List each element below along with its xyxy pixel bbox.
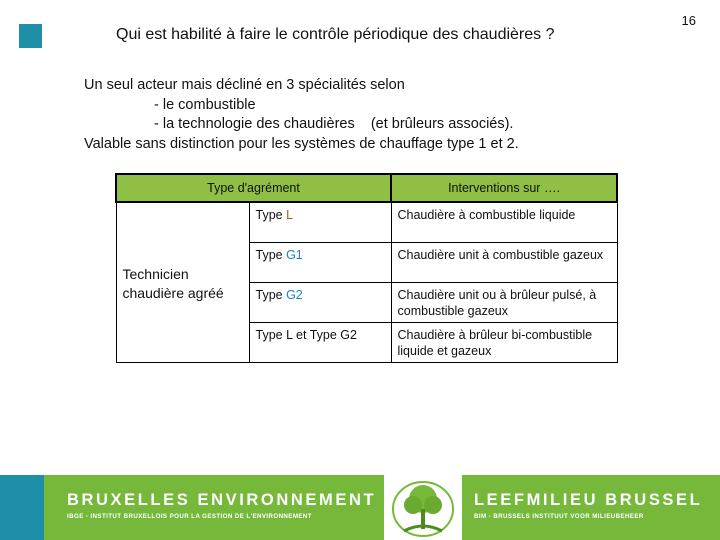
- agrement-table: [115, 173, 618, 363]
- type-keyword: L: [286, 208, 294, 222]
- type-keyword: G1: [286, 247, 303, 262]
- type-cell: [249, 202, 391, 242]
- intervention-cell: Chaudière unit ou à brûleur pulsé, à combustible gazeux: [391, 282, 617, 322]
- type-prefix: Type: [255, 208, 287, 222]
- intro-line-2: - le combustible: [154, 96, 256, 113]
- type-prefix: Type: [255, 287, 287, 302]
- brand-subtitle-nl: BIM - BRUSSELS INSTITUUT VOOR MILIEUBEHEER: [474, 513, 644, 520]
- intro-text: [84, 76, 519, 154]
- type-keyword: G2: [286, 287, 303, 302]
- intervention-cell: Chaudière à combustible liquide: [391, 202, 617, 242]
- intro-line-4: Valable sans distinction pour les systèmes de chauffage type 1 et 2.: [84, 135, 519, 152]
- page-number: 16: [681, 13, 696, 28]
- type-cell: Type L et Type G2: [249, 322, 391, 362]
- header-interventions: Interventions sur ….: [391, 174, 617, 202]
- header-type-agrement: Type d'agrément: [116, 174, 391, 202]
- intro-line-3: - la technologie des chaudières (et brûleurs associés).: [154, 116, 514, 132]
- technician-cell: Technicien chaudière agréé: [116, 202, 249, 362]
- table-row: [116, 202, 617, 242]
- footer-banner: [0, 475, 720, 540]
- intervention-cell: Chaudière à brûleur bi-combustible liquide et gazeux: [391, 322, 617, 362]
- intro-line-1: Un seul acteur mais décliné en 3 spécialités selon: [84, 77, 405, 93]
- corner-square-decoration: [19, 24, 42, 48]
- intervention-cell: Chaudière unit à combustible gazeux: [391, 242, 617, 282]
- type-cell: [249, 242, 391, 282]
- type-prefix: Type: [255, 247, 287, 262]
- slide-title: Qui est habilité à faire le contrôle périodique des chaudières ?: [116, 26, 555, 43]
- brand-name-nl: LEEFMILIEU BRUSSEL: [474, 491, 703, 509]
- tree-logo-icon: [384, 475, 462, 540]
- brand-name-fr: BRUXELLES ENVIRONNEMENT: [67, 491, 377, 509]
- footer-blue-block: [0, 475, 44, 540]
- type-cell: [249, 282, 391, 322]
- brand-subtitle-fr: IBGE - INSTITUT BRUXELLOIS POUR LA GESTION DE L'ENVIRONNEMENT: [67, 513, 312, 520]
